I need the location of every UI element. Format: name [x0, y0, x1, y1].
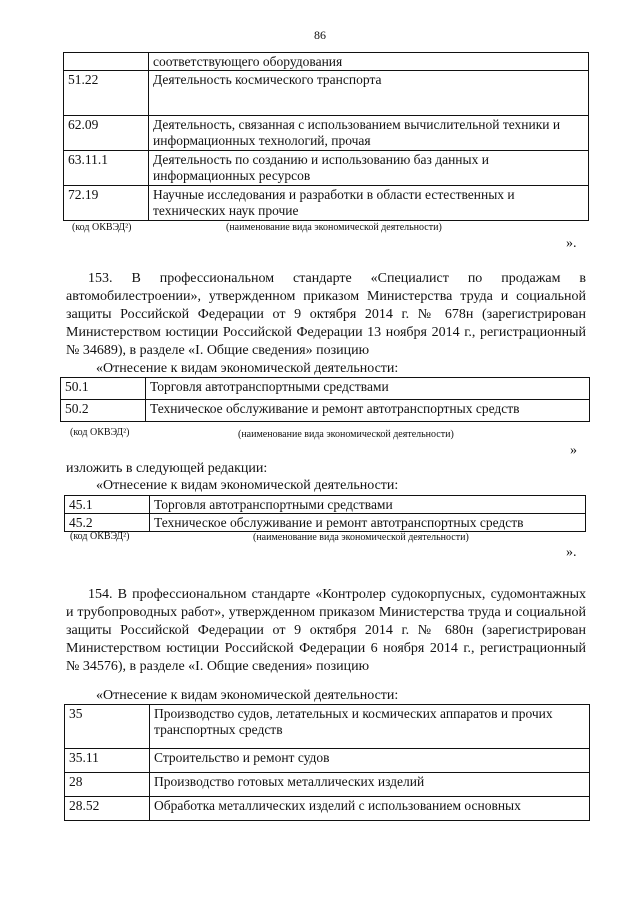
- table-caption-name: (наименование вида экономической деятельности): [226, 222, 442, 233]
- paragraph-text: 153. В профессиональном стандарте «Специалист по продажам в автомобилестроении», утвержденном приказом Министерства труда и социальной защиты Российской Федерации от 9 октября 2014 г. № 678н (зарегистрирован Министерством юстиции Российской Федерации 13 ноября 2014 г., регистрационный № 34689), в разделе «I. Общие сведения» позицию: [66, 271, 586, 358]
- table-cell-code: 50.1: [61, 378, 146, 400]
- table-cell-name: Строительство и ремонт судов: [150, 749, 590, 773]
- table-cell-code: [64, 53, 149, 71]
- table-cell-name: Научные исследования и разработки в области естественных и технических наук прочие: [149, 186, 589, 221]
- table-row: [64, 53, 589, 71]
- okved-table-3: [64, 495, 586, 532]
- table-caption-code: (код ОКВЭД²): [70, 427, 130, 438]
- okved-table-1: [63, 52, 589, 221]
- table-cell-name: Техническое обслуживание и ремонт автотранспортных средств: [146, 400, 590, 422]
- table-caption-code: (код ОКВЭД²): [70, 531, 130, 542]
- okved-table-2: [60, 377, 590, 422]
- table-cell-code: 72.19: [64, 186, 149, 221]
- table-cell-name: Торговля автотранспортными средствами: [150, 496, 586, 514]
- table-cell-name: Производство готовых металлических изделий: [150, 773, 590, 797]
- table-cell-code: 28: [65, 773, 150, 797]
- paragraph-153: [66, 270, 586, 360]
- okved-table-4: [64, 704, 590, 821]
- table-row: [61, 400, 590, 422]
- closing-quote: ».: [566, 545, 577, 560]
- table-cell-code: 35: [65, 705, 150, 749]
- closing-quote: ».: [566, 236, 577, 251]
- table-row: [65, 749, 590, 773]
- table-row: [65, 496, 586, 514]
- table-cell-name: Обработка металлических изделий с использованием основных: [150, 797, 590, 821]
- table-cell-code: 50.2: [61, 400, 146, 422]
- table-row: [64, 151, 589, 186]
- table-cell-code: 45.1: [65, 496, 150, 514]
- table-row: [64, 116, 589, 151]
- paragraph-154: [66, 586, 586, 676]
- page-number: 86: [314, 28, 326, 42]
- table-cell-name: Торговля автотранспортными средствами: [146, 378, 590, 400]
- table-row: [64, 186, 589, 221]
- table-cell-name: Производство судов, летательных и космических аппаратов и прочих транспортных средств: [150, 705, 590, 749]
- table-row: [65, 797, 590, 821]
- table-row: [65, 514, 586, 532]
- table-cell-name: Деятельность, связанная с использованием вычислительной техники и информационных технологий, прочая: [149, 116, 589, 151]
- paragraph-text: 154. В профессиональном стандарте «Контролер судокорпусных, судомонтажных и трубопроводных работ», утвержденном приказом Министерства труда и социальной защиты Российской Федерации от 9 октября 2014 г. № 680н (зарегистрирован Министерством юстиции Российской Федерации 6 ноября 2014 г., регистрационный № 34576), в разделе «I. Общие сведения» позицию: [66, 587, 586, 674]
- table-row: [61, 378, 590, 400]
- table-cell-code: 63.11.1: [64, 151, 149, 186]
- table-cell-code: 35.11: [65, 749, 150, 773]
- table-caption-code: (код ОКВЭД²): [72, 222, 132, 233]
- table-row: [64, 71, 589, 116]
- table-caption-name: (наименование вида экономической деятельности): [238, 429, 454, 440]
- table-cell-code: 45.2: [65, 514, 150, 532]
- table-cell-name: Деятельность космического транспорта: [149, 71, 589, 116]
- closing-quote: »: [570, 443, 577, 458]
- paragraph-intro: «Отнесение к видам экономической деятельности:: [96, 478, 399, 493]
- table-cell-name: Техническое обслуживание и ремонт автотранспортных средств: [150, 514, 586, 532]
- replace-instruction: изложить в следующей редакции:: [66, 461, 268, 476]
- paragraph-intro: «Отнесение к видам экономической деятельности:: [96, 688, 399, 703]
- table-cell-code: 51.22: [64, 71, 149, 116]
- table-cell-code: 28.52: [65, 797, 150, 821]
- table-cell-name: Деятельность по созданию и использованию баз данных и информационных ресурсов: [149, 151, 589, 186]
- table-row: [65, 705, 590, 749]
- table-cell-code: 62.09: [64, 116, 149, 151]
- table-caption-name: (наименование вида экономической деятельности): [253, 532, 469, 543]
- table-row: [65, 773, 590, 797]
- table-cell-name: соответствующего оборудования: [149, 53, 589, 71]
- paragraph-intro: «Отнесение к видам экономической деятельности:: [96, 361, 399, 376]
